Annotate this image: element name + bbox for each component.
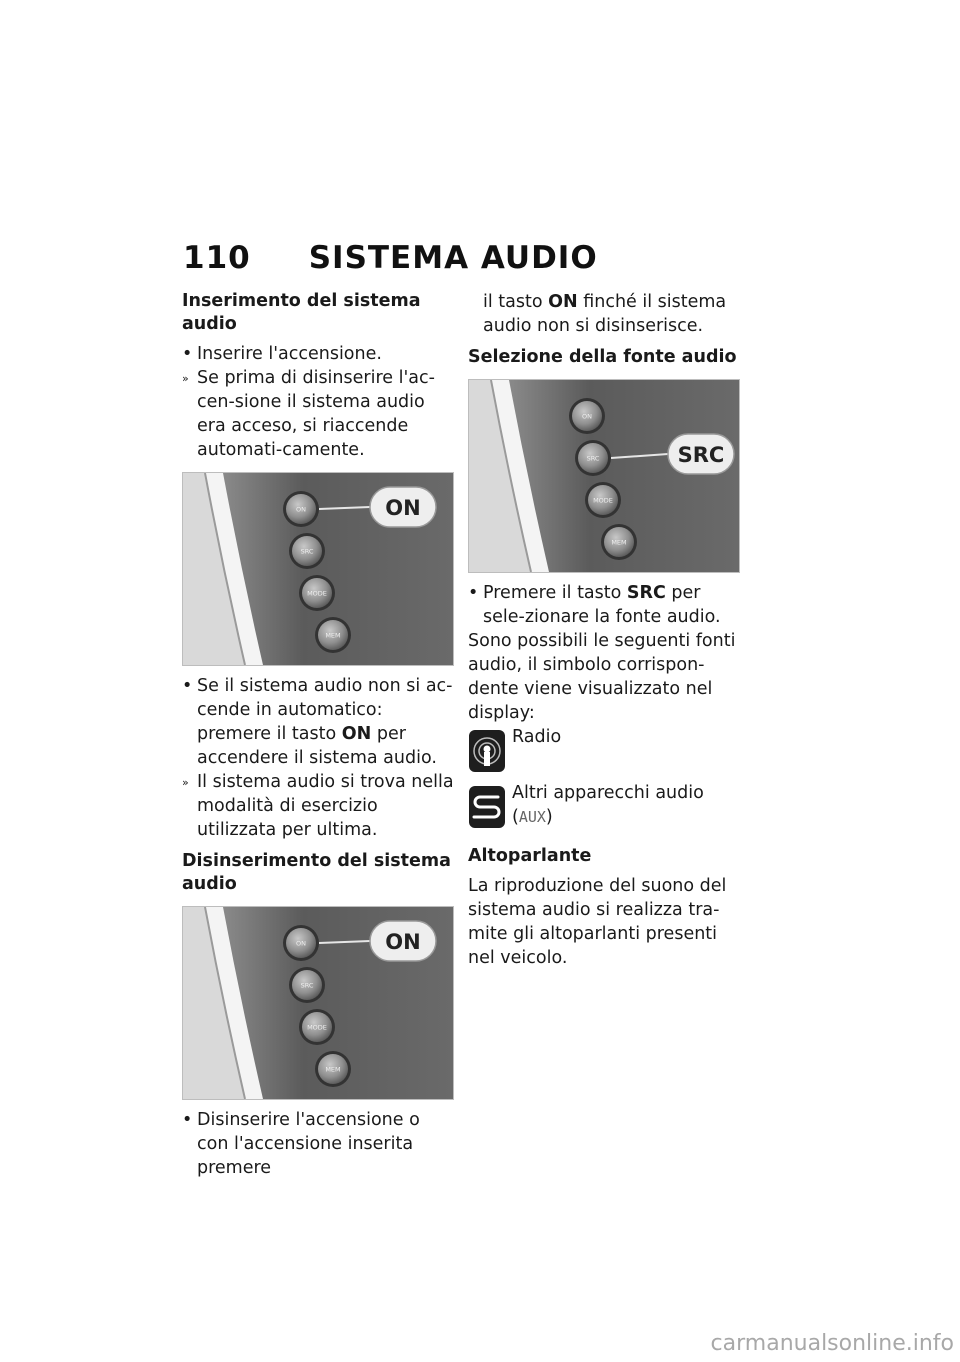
switch-button-on (283, 491, 319, 527)
switch-button-label: MEM (611, 538, 627, 547)
figure-on-button-2 (182, 906, 454, 1100)
page-header (183, 240, 598, 276)
switch-button-label: MEM (325, 631, 341, 640)
source-label: Altri apparecchi audio (AUX) (512, 783, 704, 827)
step-text: Se il sistema audio non si ac-cende in automatico: premere il tasto ON per accendere il sistema audio. (197, 676, 453, 768)
callout-text: SRC (677, 443, 725, 467)
switch-button-mode (299, 1009, 335, 1045)
figure-src-button (468, 379, 740, 573)
step-continuation: il tasto ON finché il sistema audio non si disinserisce. (483, 292, 727, 336)
bullet-icon: • (182, 676, 193, 696)
section-heading-altoparlante: Altoparlante (468, 846, 592, 866)
step-text: Disinserire l'accensione o con l'accensione inserita premere (197, 1110, 420, 1178)
switch-button-label: MODE (593, 496, 613, 505)
result-arrow-icon: » (182, 372, 189, 385)
figure-on-button-1 (182, 472, 454, 666)
result-item (182, 770, 454, 842)
section-heading-inserimento: Inserimento del sistema audio (182, 291, 421, 334)
page-number: 110 (183, 240, 251, 276)
switch-button-mem (315, 617, 351, 653)
switch-button-label: ON (296, 939, 306, 948)
step-text: Inserire l'accensione. (197, 344, 382, 364)
key-label-src: SRC (626, 583, 666, 603)
result-item (182, 366, 454, 462)
switch-button-label: SRC (300, 981, 314, 990)
switch-button-mem (315, 1051, 351, 1087)
page-title: SISTEMA AUDIO (308, 240, 598, 276)
radio-icon (468, 729, 506, 773)
aux-icon (468, 785, 506, 829)
left-column (182, 290, 454, 1180)
switch-button-mode (299, 575, 335, 611)
switch-button-label: SRC (300, 547, 314, 556)
key-label-on: ON (548, 292, 578, 312)
bullet-icon: • (182, 344, 193, 364)
section-heading-disinserimento: Disinserimento del sistema audio (182, 851, 451, 894)
switch-button-label: MODE (307, 1023, 327, 1032)
watermark: carmanualsonline.info (710, 1331, 954, 1356)
aux-code: AUX (518, 808, 546, 826)
callout-text: ON (385, 496, 421, 520)
switch-button-label: MODE (307, 589, 327, 598)
step-item (182, 342, 454, 366)
switch-button-label: SRC (586, 454, 600, 463)
result-text: Se prima di disinserire l'ac-cen-sione il sistema audio era acceso, si riaccende automati-camente. (197, 368, 435, 460)
switch-button-src (575, 440, 611, 476)
switch-button-label: ON (582, 412, 592, 421)
paragraph: Sono possibili le seguenti fonti audio, il simbolo corrispon-dente viene visualizzato nel display: (468, 631, 736, 723)
step-item (182, 674, 454, 770)
switch-button-label: ON (296, 505, 306, 514)
callout-text: ON (385, 930, 421, 954)
step-item (468, 581, 740, 629)
switch-button-src (289, 967, 325, 1003)
bullet-icon: • (468, 583, 479, 603)
callout-label (370, 487, 436, 527)
step-text: Premere il tasto SRC per sele-zionare la fonte audio. (483, 583, 721, 627)
callout-label (370, 921, 436, 961)
key-label-on: ON (341, 724, 372, 744)
source-label: Radio (512, 727, 562, 747)
switch-button-on (569, 398, 605, 434)
switch-button-mode (585, 482, 621, 518)
result-arrow-icon: » (182, 776, 189, 789)
right-column (468, 290, 740, 970)
bullet-icon: • (182, 1110, 193, 1130)
source-radio (468, 725, 740, 777)
callout-label (668, 434, 734, 474)
switch-button-mem (601, 524, 637, 560)
source-aux (468, 781, 740, 833)
paragraph: La riproduzione del suono del sistema audio si realizza tra-mite gli altoparlanti presenti nel veicolo. (468, 876, 727, 968)
switch-button-label: MEM (325, 1065, 341, 1074)
result-text: Il sistema audio si trova nella modalità di esercizio utilizzata per ultima. (197, 772, 454, 840)
switch-button-src (289, 533, 325, 569)
step-item (182, 1108, 454, 1180)
section-heading-selezione: Selezione della fonte audio (468, 347, 737, 367)
switch-button-on (283, 925, 319, 961)
